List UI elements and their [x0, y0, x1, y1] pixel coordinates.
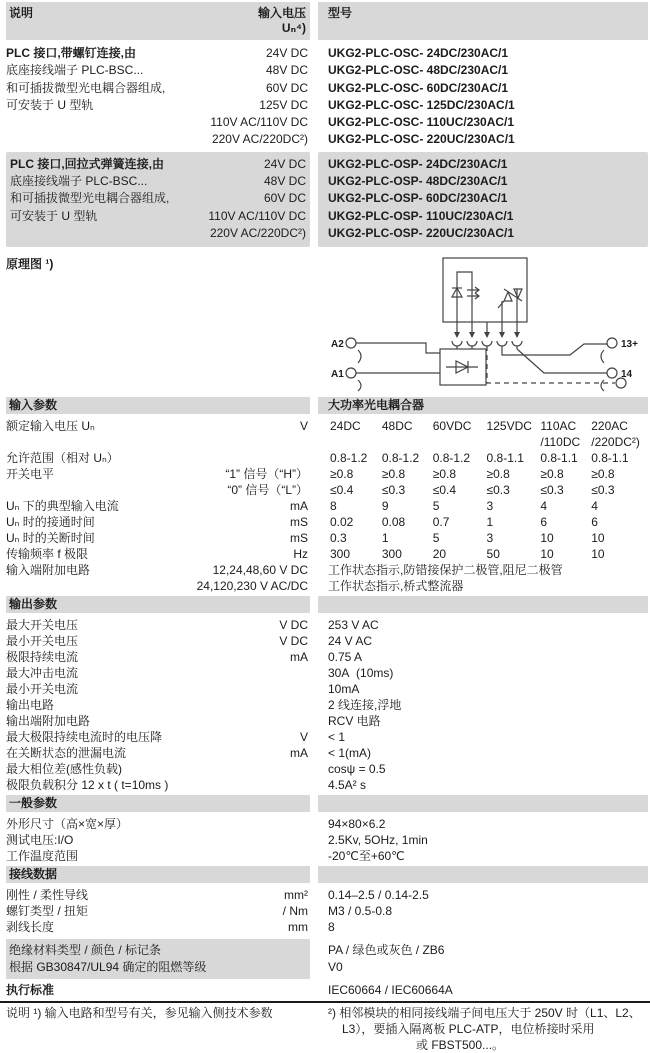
param-value: 30A (10ms)	[328, 665, 394, 680]
section-bar	[318, 596, 648, 613]
model-item: UKG2-PLC-OSP- 24DC/230AC/1	[328, 156, 508, 171]
param-value: ≤0.3	[591, 482, 615, 497]
table-row	[0, 665, 650, 681]
param-label: 工作温度范围	[6, 848, 79, 863]
table-row	[0, 681, 650, 697]
param-value: 0.8-1.1	[486, 450, 524, 465]
param-value: 工作状态指示,桥式整流器	[328, 578, 464, 593]
param-label: 最大极限持续电流时的电压降	[6, 729, 163, 744]
param-unit: V DC	[279, 617, 308, 632]
param-value: ≥0.8	[591, 466, 615, 481]
param-label: Uₙ 下的典型输入电流	[6, 498, 119, 513]
param-label: 剥线长度	[6, 919, 55, 934]
param-unit: mA	[290, 498, 308, 513]
model-item: UKG2-PLC-OSC- 48DC/230AC/1	[328, 63, 509, 78]
voltage-item: 24V DC	[263, 156, 306, 171]
param-label: Uₙ 时的关断时间	[6, 530, 95, 545]
voltage-item: 220V AC/220DC²)	[209, 225, 306, 240]
section-title: 输入参数	[6, 397, 310, 414]
param-value: ≤0.4	[432, 482, 457, 497]
param-value: M3 / 0.5-0.8	[328, 903, 393, 918]
param-value: ≥0.8	[486, 466, 510, 481]
param-value: 1	[486, 514, 494, 529]
table-row	[0, 816, 650, 832]
param-value: 4	[591, 498, 598, 513]
param-label: 测试电压:I/O	[6, 832, 74, 847]
param-label: 螺钉类型 / 扭矩	[6, 903, 89, 918]
param-value: -20℃至+60℃	[328, 848, 405, 863]
terminal-label: A2	[331, 338, 344, 350]
param-value: 6	[540, 514, 548, 529]
param-value: 94×80×6.2	[328, 816, 386, 831]
param-label: 极限持续电流	[6, 649, 79, 664]
param-value: ≥0.8	[381, 466, 406, 481]
terminal-label: A1	[331, 368, 344, 380]
param-value: 0.7	[432, 514, 450, 529]
table-row	[0, 649, 650, 665]
param-value: 4	[540, 498, 548, 513]
table-row	[0, 697, 650, 713]
table-row	[0, 729, 650, 745]
table-row	[0, 514, 650, 530]
param-value: 0.75 A	[328, 649, 363, 664]
param-value: RCV 电路	[328, 713, 381, 728]
product-block-osc	[0, 45, 650, 149]
col-header: 60VDC	[432, 418, 472, 433]
osc-model-list	[318, 45, 648, 149]
product-block-osp	[0, 152, 650, 247]
param-value: < 1(mA)	[328, 745, 372, 760]
param-value: 24 V AC	[328, 633, 373, 648]
param-unit: / Nm	[282, 903, 308, 918]
col-header: 48DC	[381, 418, 413, 433]
model-item: UKG2-PLC-OSC- 125DC/230AC/1	[328, 97, 515, 112]
wiring-data-table	[0, 887, 650, 935]
param-label: 最大冲击电流	[6, 665, 79, 680]
output-params-table	[0, 617, 650, 793]
section-standards	[0, 982, 650, 999]
param-value: 9	[381, 498, 389, 513]
param-unit: mm	[288, 919, 308, 934]
param-value: 3	[486, 530, 494, 545]
table-row	[0, 482, 650, 498]
table-row	[0, 848, 650, 864]
param-value: 5	[432, 498, 440, 513]
voltage-item: 110V AC/110V DC	[210, 115, 308, 130]
param-value: 5	[432, 530, 440, 545]
param-value: 6	[591, 514, 598, 529]
param-value: V0	[328, 959, 343, 974]
divider	[0, 1001, 650, 1003]
param-value: 10	[591, 546, 605, 561]
table-row	[0, 761, 650, 777]
param-label: Uₙ 时的接通时间	[6, 514, 95, 529]
param-annotation: “1” 信号（“H”）	[225, 466, 308, 481]
table-row	[0, 578, 650, 594]
param-label: 最小开关电压	[6, 633, 79, 648]
param-value: 10	[540, 530, 554, 545]
param-value: 工作状态指示,防错接保护二极管,阻尼二极管	[328, 562, 563, 577]
schematic-section	[0, 255, 650, 391]
section-insulation	[0, 939, 650, 979]
table-row	[0, 745, 650, 761]
param-unit: mA	[290, 649, 308, 664]
param-value: 10	[540, 546, 554, 561]
param-unit: mA	[290, 745, 308, 760]
table-header	[0, 2, 650, 40]
param-value: 3	[486, 498, 494, 513]
table-row	[0, 450, 650, 466]
param-value: ≤0.3	[381, 482, 406, 497]
param-label: 输出端附加电路	[6, 713, 91, 728]
param-value: ≥0.8	[540, 466, 564, 481]
column-description-label: 说明	[9, 6, 34, 20]
osp-description: PLC 接口,回拉式弹簧连接,由 底座接线端子 PLC-BSC... 和可插拔微型光电耦合器组成, 可安装于 U 型轨	[10, 156, 170, 223]
section-title: 接线数据	[6, 866, 310, 883]
terminal-label: 13+	[621, 338, 638, 350]
voltage-item: 125V DC	[259, 97, 308, 112]
table-row	[0, 617, 650, 633]
section-output-params	[0, 596, 650, 613]
param-unit: V	[299, 729, 308, 744]
param-value: 20	[432, 546, 447, 561]
param-value: < 1	[328, 729, 346, 744]
param-value: 0.8-1.2	[432, 450, 471, 465]
param-label: 绝缘材料类型 / 颜色 / 标记条	[9, 942, 162, 957]
param-unit: mS	[290, 530, 308, 545]
param-value: 2.5Kv, 5OHz, 1min	[328, 832, 428, 847]
voltage-item: 48V DC	[263, 174, 306, 189]
param-value: 10mA	[328, 681, 360, 696]
datasheet-page	[0, 2, 650, 1052]
table-row	[0, 418, 650, 450]
param-unit: Hz	[293, 546, 308, 561]
section-wiring-data	[0, 866, 650, 883]
footnote-2: ²) 相邻模块的相同接线端子间电压大于 250V 时（L1、L2、 L3），要插入隔离板 PLC-ATP，电位桥接时采用 或 FBST500...。	[328, 1005, 641, 1052]
param-value: ≥0.8	[432, 466, 457, 481]
param-value: ≥0.8	[330, 466, 354, 481]
param-label: 在关断状态的泄漏电流	[6, 745, 127, 760]
schematic-diagram	[318, 255, 648, 391]
model-item: UKG2-PLC-OSC- 110UC/230AC/1	[328, 115, 515, 130]
param-value: 0.3	[330, 530, 347, 545]
model-item: UKG2-PLC-OSC- 60DC/230AC/1	[328, 80, 509, 95]
param-value: 253 V AC	[328, 617, 379, 632]
col-header: 110AC /110DC	[540, 418, 581, 449]
table-row	[0, 903, 650, 919]
col-header: 125VDC	[486, 418, 532, 433]
param-label: 允许范围（相对 Uₙ）	[6, 450, 119, 465]
param-unit: V	[299, 418, 308, 433]
col-header: 220AC /220DC²)	[591, 418, 640, 449]
section-bar	[318, 795, 648, 812]
footnote-1: 说明 ¹) 输入电路和型号有关，参见输入侧技术参数	[6, 1005, 273, 1020]
table-row	[0, 466, 650, 482]
param-value: ≤0.3	[540, 482, 564, 497]
voltage-item: 24V DC	[265, 46, 308, 60]
param-value: ≤0.3	[486, 482, 510, 497]
voltage-item: 110V AC/110V DC	[208, 208, 306, 223]
param-value: 8	[328, 919, 335, 934]
insulation-labels	[6, 939, 310, 979]
section-general-params	[0, 795, 650, 812]
column-model-label: 型号	[318, 2, 648, 40]
param-label: 极限负载积分 12 x t ( t=10ms )	[6, 777, 169, 792]
param-unit: mS	[290, 514, 308, 529]
model-item: UKG2-PLC-OSC- 24DC/230AC/1	[328, 46, 509, 60]
param-value: 1	[381, 530, 389, 545]
param-value: 10	[591, 530, 605, 545]
table-row	[0, 498, 650, 514]
section-title: 输出参数	[6, 596, 310, 613]
section-bar	[318, 866, 648, 883]
table-row	[0, 562, 650, 578]
param-value: cosψ = 0.5	[328, 761, 386, 776]
model-item: UKG2-PLC-OSP- 60DC/230AC/1	[328, 191, 508, 206]
osp-left-box	[6, 152, 310, 247]
param-label: 最大开关电压	[6, 617, 79, 632]
section-subtitle: 大功率光电耦合器	[318, 397, 648, 414]
footnotes	[0, 1005, 650, 1053]
param-value: 0.8-1.1	[540, 450, 578, 465]
table-row	[0, 777, 650, 793]
param-annotation: 12,24,48,60 V DC	[212, 562, 308, 577]
param-label: 刚性 / 柔性导线	[6, 887, 89, 902]
param-value: 0.8-1.2	[330, 450, 368, 465]
table-row	[0, 546, 650, 562]
param-value: 0.8-1.2	[381, 450, 420, 465]
table-row	[0, 832, 650, 848]
osp-model-list	[318, 152, 648, 247]
param-value: 0.8-1.1	[591, 450, 629, 465]
param-value: 2 线连接,浮地	[328, 697, 402, 712]
model-item: UKG2-PLC-OSP- 48DC/230AC/1	[328, 174, 508, 189]
param-value: PA / 绿色或灰色 / ZB6	[328, 942, 445, 957]
param-value: 50	[486, 546, 500, 561]
param-label: 额定输入电压 Uₙ	[6, 418, 95, 433]
section-input-params	[0, 397, 650, 414]
param-value: IEC60664 / IEC60664A	[328, 982, 453, 997]
param-label: 最小开关电流	[6, 681, 79, 696]
general-params-table	[0, 816, 650, 864]
input-params-table	[0, 418, 650, 594]
param-label: 外形尺寸（高×宽×厚）	[6, 816, 129, 831]
model-item: UKG2-PLC-OSP- 220UC/230AC/1	[328, 225, 515, 240]
table-row	[0, 530, 650, 546]
voltage-item: 220V AC/220DC²)	[211, 132, 308, 147]
param-unit: V DC	[279, 633, 308, 648]
param-value: 8	[330, 498, 337, 513]
column-input-voltage-label: 输入电压 Uₙ⁴)	[257, 6, 306, 35]
param-annotation: 24,120,230 V AC/DC	[196, 578, 308, 593]
section-title: 一般参数	[6, 795, 310, 812]
param-label: 输入端附加电路	[6, 562, 91, 577]
param-value: ≤0.4	[330, 482, 354, 497]
model-item: UKG2-PLC-OSC- 220UC/230AC/1	[328, 132, 515, 147]
param-value: 0.14–2.5 / 0.14-2.5	[328, 887, 429, 902]
model-item: UKG2-PLC-OSP- 110UC/230AC/1	[328, 208, 514, 223]
param-label: 开关电平	[6, 466, 55, 481]
terminal-label: 14	[621, 368, 633, 380]
table-row	[0, 713, 650, 729]
table-row	[0, 633, 650, 649]
param-annotation: “0” 信号（“L”）	[227, 482, 308, 497]
param-value: 300	[330, 546, 351, 561]
voltage-item: 48V DC	[265, 63, 308, 78]
param-value: 0.02	[330, 514, 354, 529]
param-label: 根据 GB30847/UL94 确定的阻燃等级	[9, 959, 207, 974]
voltage-item: 60V DC	[263, 191, 306, 206]
osc-description: PLC 接口,带螺钉连接,由 底座接线端子 PLC-BSC... 和可插拔微型光电耦合器组成, 可安装于 U 型轨	[6, 46, 166, 112]
header-left	[6, 2, 310, 40]
param-label: 输出电路	[6, 697, 55, 712]
param-label: 最大相位差(感性负载)	[6, 761, 122, 776]
param-label: 执行标准	[6, 982, 55, 997]
param-value: 300	[381, 546, 402, 561]
param-value: 4.5A² s	[328, 777, 367, 792]
voltage-item: 60V DC	[265, 80, 308, 95]
param-value: 0.08	[381, 514, 406, 529]
param-unit: mm²	[284, 887, 308, 902]
schematic-label: 原理图 ¹)	[6, 256, 54, 271]
insulation-values	[318, 939, 648, 979]
table-row	[0, 887, 650, 903]
circuit-diagram-icon	[318, 255, 648, 391]
col-header: 24DC	[330, 418, 361, 433]
param-label: 传输频率 f 极限	[6, 546, 89, 561]
table-row	[0, 919, 650, 935]
